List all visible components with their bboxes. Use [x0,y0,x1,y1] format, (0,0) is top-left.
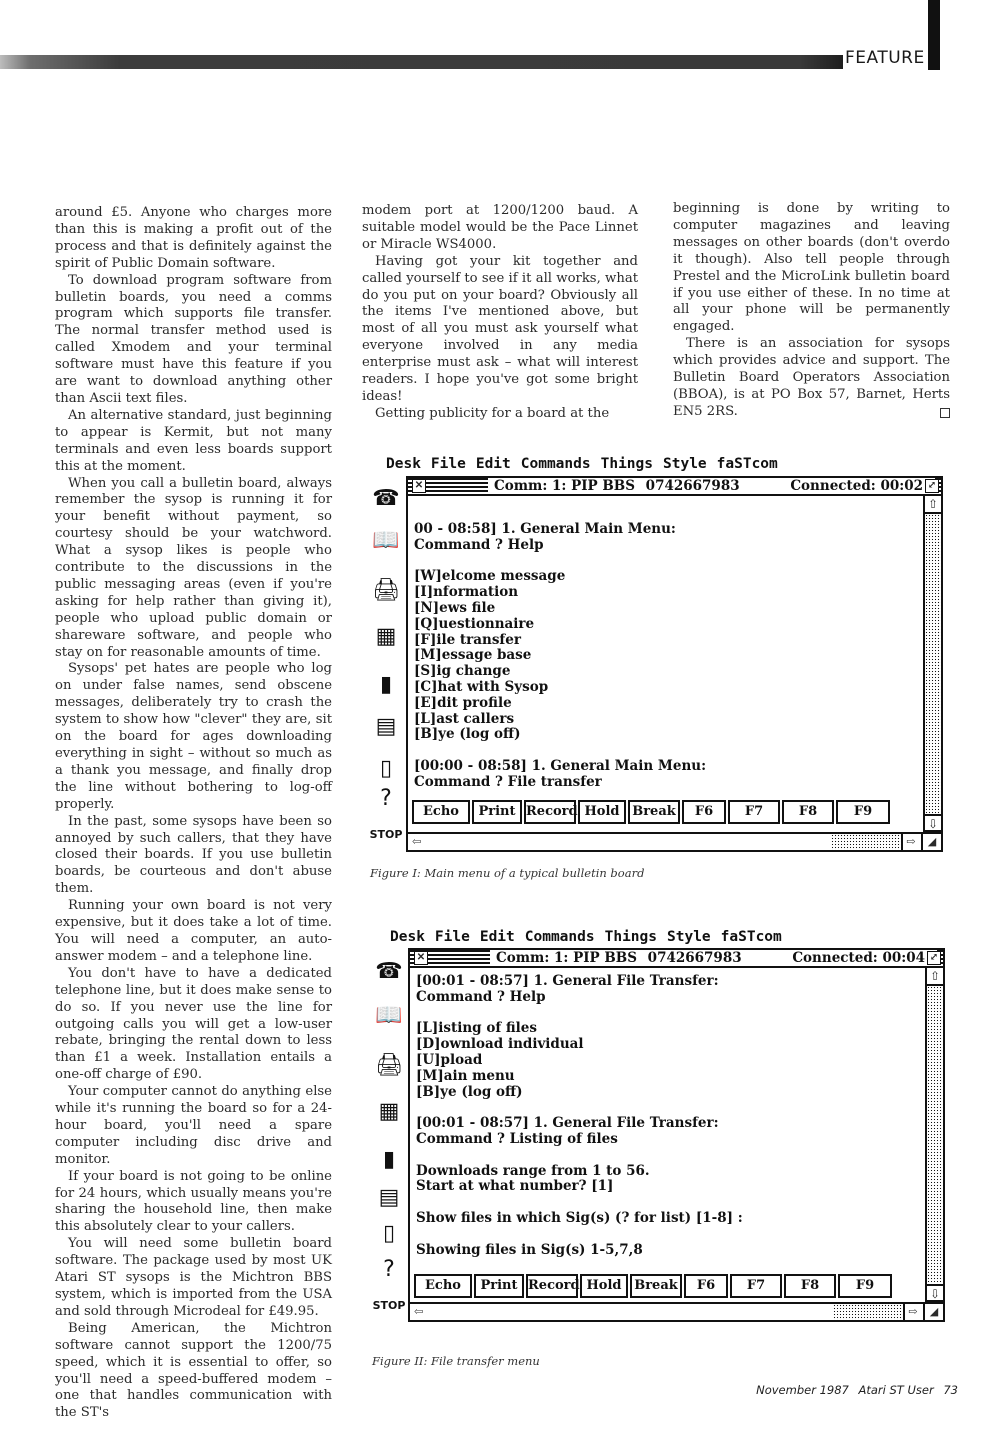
blank-page-icon[interactable]: ▯ [382,1221,396,1246]
stop-icon[interactable]: STOP [369,828,403,841]
figure-caption: Figure I: Main menu of a typical bulletin board [370,866,645,880]
blank-page-icon[interactable]: ▯ [379,756,393,781]
paragraph: beginning is done by writing to computer magazines and leaving messages on other boards (don't overdo it though). Also tell people through Prestel and the MicroLink bulletin board if you use either of these. In no time at all your phone will be permanently engaged. [673,201,950,335]
fkey-f8-button[interactable]: F8 [784,1274,836,1298]
vertical-scrollbar[interactable] [923,514,941,814]
bar-chart-icon[interactable]: ▮ [379,672,393,697]
function-keys [412,800,890,824]
paragraph: You will need some bulletin board software. The package used by most UK Atari ST sysops is the Michtron BBS system, which is imported from the USA and sold through Microdeal for £49.95. [55,1236,332,1319]
menu-item-file[interactable]: File [430,456,466,472]
paragraph: around £5. Anyone who charges more than this is making a profit out of the process and that is definitely against the spirit of Public Domain software. [55,205,332,271]
resize-icon[interactable]: ◢ [923,1304,943,1320]
menu-item-commands[interactable]: Commands [520,456,591,472]
fkey-print-button[interactable]: Print [472,800,522,824]
title-bar[interactable] [408,478,941,496]
fkey-f7-button[interactable]: F7 [730,1274,782,1298]
scroll-left-icon[interactable]: ⇦ [414,1305,424,1318]
fuller-icon[interactable]: ⤢ [925,479,939,493]
menu-item-edit[interactable]: Edit [475,456,511,472]
scroll-track[interactable] [833,1304,903,1320]
horizontal-scrollbar[interactable] [408,832,941,850]
paragraph: There is an association for sysops which provides advice and support. The Bulletin Board Operators Association (BBOA), is at PO Box 57, Barnet, Herts EN5 2RS. [673,336,950,419]
text-column-1 [55,205,332,1422]
menu-item-things[interactable]: Things [600,456,653,472]
resize-icon[interactable]: ◢ [921,834,941,850]
fkey-record-button[interactable]: Record [524,800,576,824]
scroll-right-icon[interactable]: ⇨ [903,1304,921,1320]
fkey-print-button[interactable]: Print [474,1274,524,1298]
menu-item-file[interactable]: File [434,929,470,945]
scroll-up-icon[interactable]: ⇧ [923,496,941,514]
paragraph: In the past, some sysops have been so annoyed by such callers, that they have closed their boards. If you use bulletin boards, be courteous and don't abuse them. [55,813,332,897]
menu-item-style[interactable]: Style [663,456,707,472]
fkey-echo-button[interactable]: Echo [414,1274,472,1298]
fkey-record-button[interactable]: Record [526,1274,578,1298]
fkey-f9-button[interactable]: F9 [836,800,890,824]
menu-item-desk[interactable]: Desk [386,456,421,472]
menu-item-edit[interactable]: Edit [479,929,515,945]
window-title: Comm: 1: PIP BBS 0742667983 Connected: 00:04 [490,950,937,966]
fkey-hold-button[interactable]: Hold [578,800,626,824]
window-title: Comm: 1: PIP BBS 0742667983 Connected: 00:02 [488,478,935,494]
scroll-down-icon[interactable]: ⇩ [923,814,941,832]
keyboard-icon[interactable]: ▦ [378,1099,400,1124]
terminal-output: 00 - 08:58] 1. General Main Menu: Command ? Help [W]elcome message [I]nformation [N]ews file [Q]uestionnaire [F]ile transfer [M]essage base [S]ig change [C]hat with Sysop [E]dit profile [L]ast callers [B]ye (log off) [00:00 - 08:58] 1. General Main Menu: Command ? File transfer [414,521,707,790]
fkey-hold-button[interactable]: Hold [580,1274,628,1298]
figure-caption: Figure II: File transfer menu [372,1354,540,1368]
end-mark-icon [940,408,950,418]
document-icon[interactable]: ▤ [378,1185,400,1210]
section-label: FEATURE [845,48,925,68]
question-icon[interactable]: ? [383,1257,395,1282]
phonebook-icon[interactable]: 📖 [375,1003,403,1028]
fkey-f9-button[interactable]: F9 [838,1274,892,1298]
paragraph: If your board is not going to be online for 24 hours, which usually means you're sharing the household line, then make this absolutely clear to your callers. [55,1168,332,1235]
paragraph: To download program software from bulletin boards, you need a comms program which supports file transfer. The normal transfer method used is called Xmodem and your terminal software must have this feature if you are want to download anything other than Ascii text files. [55,272,332,406]
close-icon[interactable]: ✕ [414,951,428,965]
paragraph: When you call a bulletin board, always remember the sysop is running it for your benefit without payment, so courtesy should be your watchword. What a sysop likes is people who contribute to the discussions in the public messaging areas (even if you're asking for help rather than giving it), people who upload public domain or shareware software, and people who stay on for reasonable amounts of time. [55,475,332,660]
text-column-2 [362,203,638,423]
issue-date: November 1987 [756,1383,849,1397]
question-icon[interactable]: ? [380,786,392,811]
menu-item-desk[interactable]: Desk [390,929,425,945]
terminal-window [406,476,943,852]
menu-item-fastcom[interactable]: faSTcom [720,929,782,945]
scroll-up-icon[interactable]: ⇧ [925,968,943,986]
text-column-3 [673,201,950,421]
fkey-f8-button[interactable]: F8 [782,800,834,824]
stop-icon[interactable]: STOP [372,1299,406,1312]
menu-bar [390,929,792,945]
close-icon[interactable]: ✕ [412,479,426,493]
telephone-icon[interactable]: ☎ [372,486,400,511]
paragraph: An alternative standard, just beginning to appear is Kermit, but not many terminals and even less boards support this at the moment. [55,407,332,474]
scroll-right-icon[interactable]: ⇨ [901,834,919,850]
desktop-icons [369,482,407,852]
paragraph: Sysops' pet hates are people who log on under false names, send obscene messages, deliberately try to crash the system to show how "clever" they are, sit on the board for ages downloading everything in sight – without so much as a thank you message, and finally drop the line without bothering to log-off properly. [55,661,332,812]
paragraph: Being American, the Michtron software cannot support the 1200/75 speed, which it is essential to offer, so you'll need a speed-buffered modem – one that handles communication with the ST's [55,1320,332,1421]
header-bar [0,55,843,69]
keyboard-icon[interactable]: ▦ [375,624,397,649]
fkey-break-button[interactable]: Break [628,800,680,824]
fkey-f7-button[interactable]: F7 [728,800,780,824]
scroll-left-icon[interactable]: ⇦ [412,835,422,848]
menu-bar [386,456,788,472]
paragraph: modem port at 1200/1200 baud. A suitable model would be the Pace Linnet or Miracle WS4000. [362,203,638,252]
fuller-icon[interactable]: ⤢ [927,951,941,965]
magazine-name: Atari ST User [858,1383,934,1397]
header-edge-block [928,0,940,70]
menu-item-style[interactable]: Style [667,929,711,945]
page-number: 73 [943,1383,958,1397]
scroll-track[interactable] [831,834,901,850]
desktop-icons [372,955,410,1325]
printer-icon[interactable]: 🖨 [375,1053,403,1078]
fkey-echo-button[interactable]: Echo [412,800,470,824]
terminal-window [408,948,945,1322]
horizontal-scrollbar[interactable] [410,1302,943,1320]
menu-item-things[interactable]: Things [604,929,657,945]
terminal-output: [00:01 - 08:57] 1. General File Transfer: Command ? Help [L]isting of files [D]ownload individual [U]pload [M]ain menu [B]ye (log off) [00:01 - 08:57] 1. General File Transfer: Command ? Listing of files Downloads range from 1 to 56. Start at what number? [1] Show files in which Sig(s) (? for list) [1-8] : Showing files in Sig(s) 1-5,7,8 [416,973,743,1258]
function-keys [414,1274,892,1298]
paragraph: Your computer cannot do anything else while it's running the board so for a 24-hour board, you'll need a spare computer including disc drive and monitor. [55,1084,332,1167]
fkey-f6-button[interactable]: F6 [682,800,726,824]
menu-item-commands[interactable]: Commands [524,929,595,945]
scroll-down-icon[interactable]: ⇩ [925,1284,943,1302]
vertical-scrollbar[interactable] [925,986,943,1284]
paragraph: Running your own board is not very expensive, but it does take a lot of time. You will need a computer, an auto-answer modem – and a telephone line. [55,898,332,964]
title-bar[interactable] [410,950,943,968]
fkey-f6-button[interactable]: F6 [684,1274,728,1298]
document-icon[interactable]: ▤ [375,714,397,739]
paragraph: Having got your kit together and called yourself to see if it all works, what do you put on your board? Obviously all the items I've mentioned above, but most of all you must ask yourself what everyone involved in any media enterprise must ask – what will interest readers. I hope you've got some bright ideas! [362,253,638,404]
paragraph: Getting publicity for a board at the [375,405,610,421]
menu-item-fastcom[interactable]: faSTcom [716,456,778,472]
printer-icon[interactable]: 🖨 [372,578,400,603]
phonebook-icon[interactable]: 📖 [372,528,400,553]
fkey-break-button[interactable]: Break [630,1274,682,1298]
telephone-icon[interactable]: ☎ [375,959,403,984]
paragraph: You don't have to have a dedicated telephone line, but it does make sense to do so. If you never use the line for outgoing calls you will get a low-user rebate, bringing the rental down to less than £1 a week. Installation entails a one-off charge of £90. [55,965,332,1083]
bar-chart-icon[interactable]: ▮ [382,1147,396,1172]
page-footer [750,1383,958,1397]
